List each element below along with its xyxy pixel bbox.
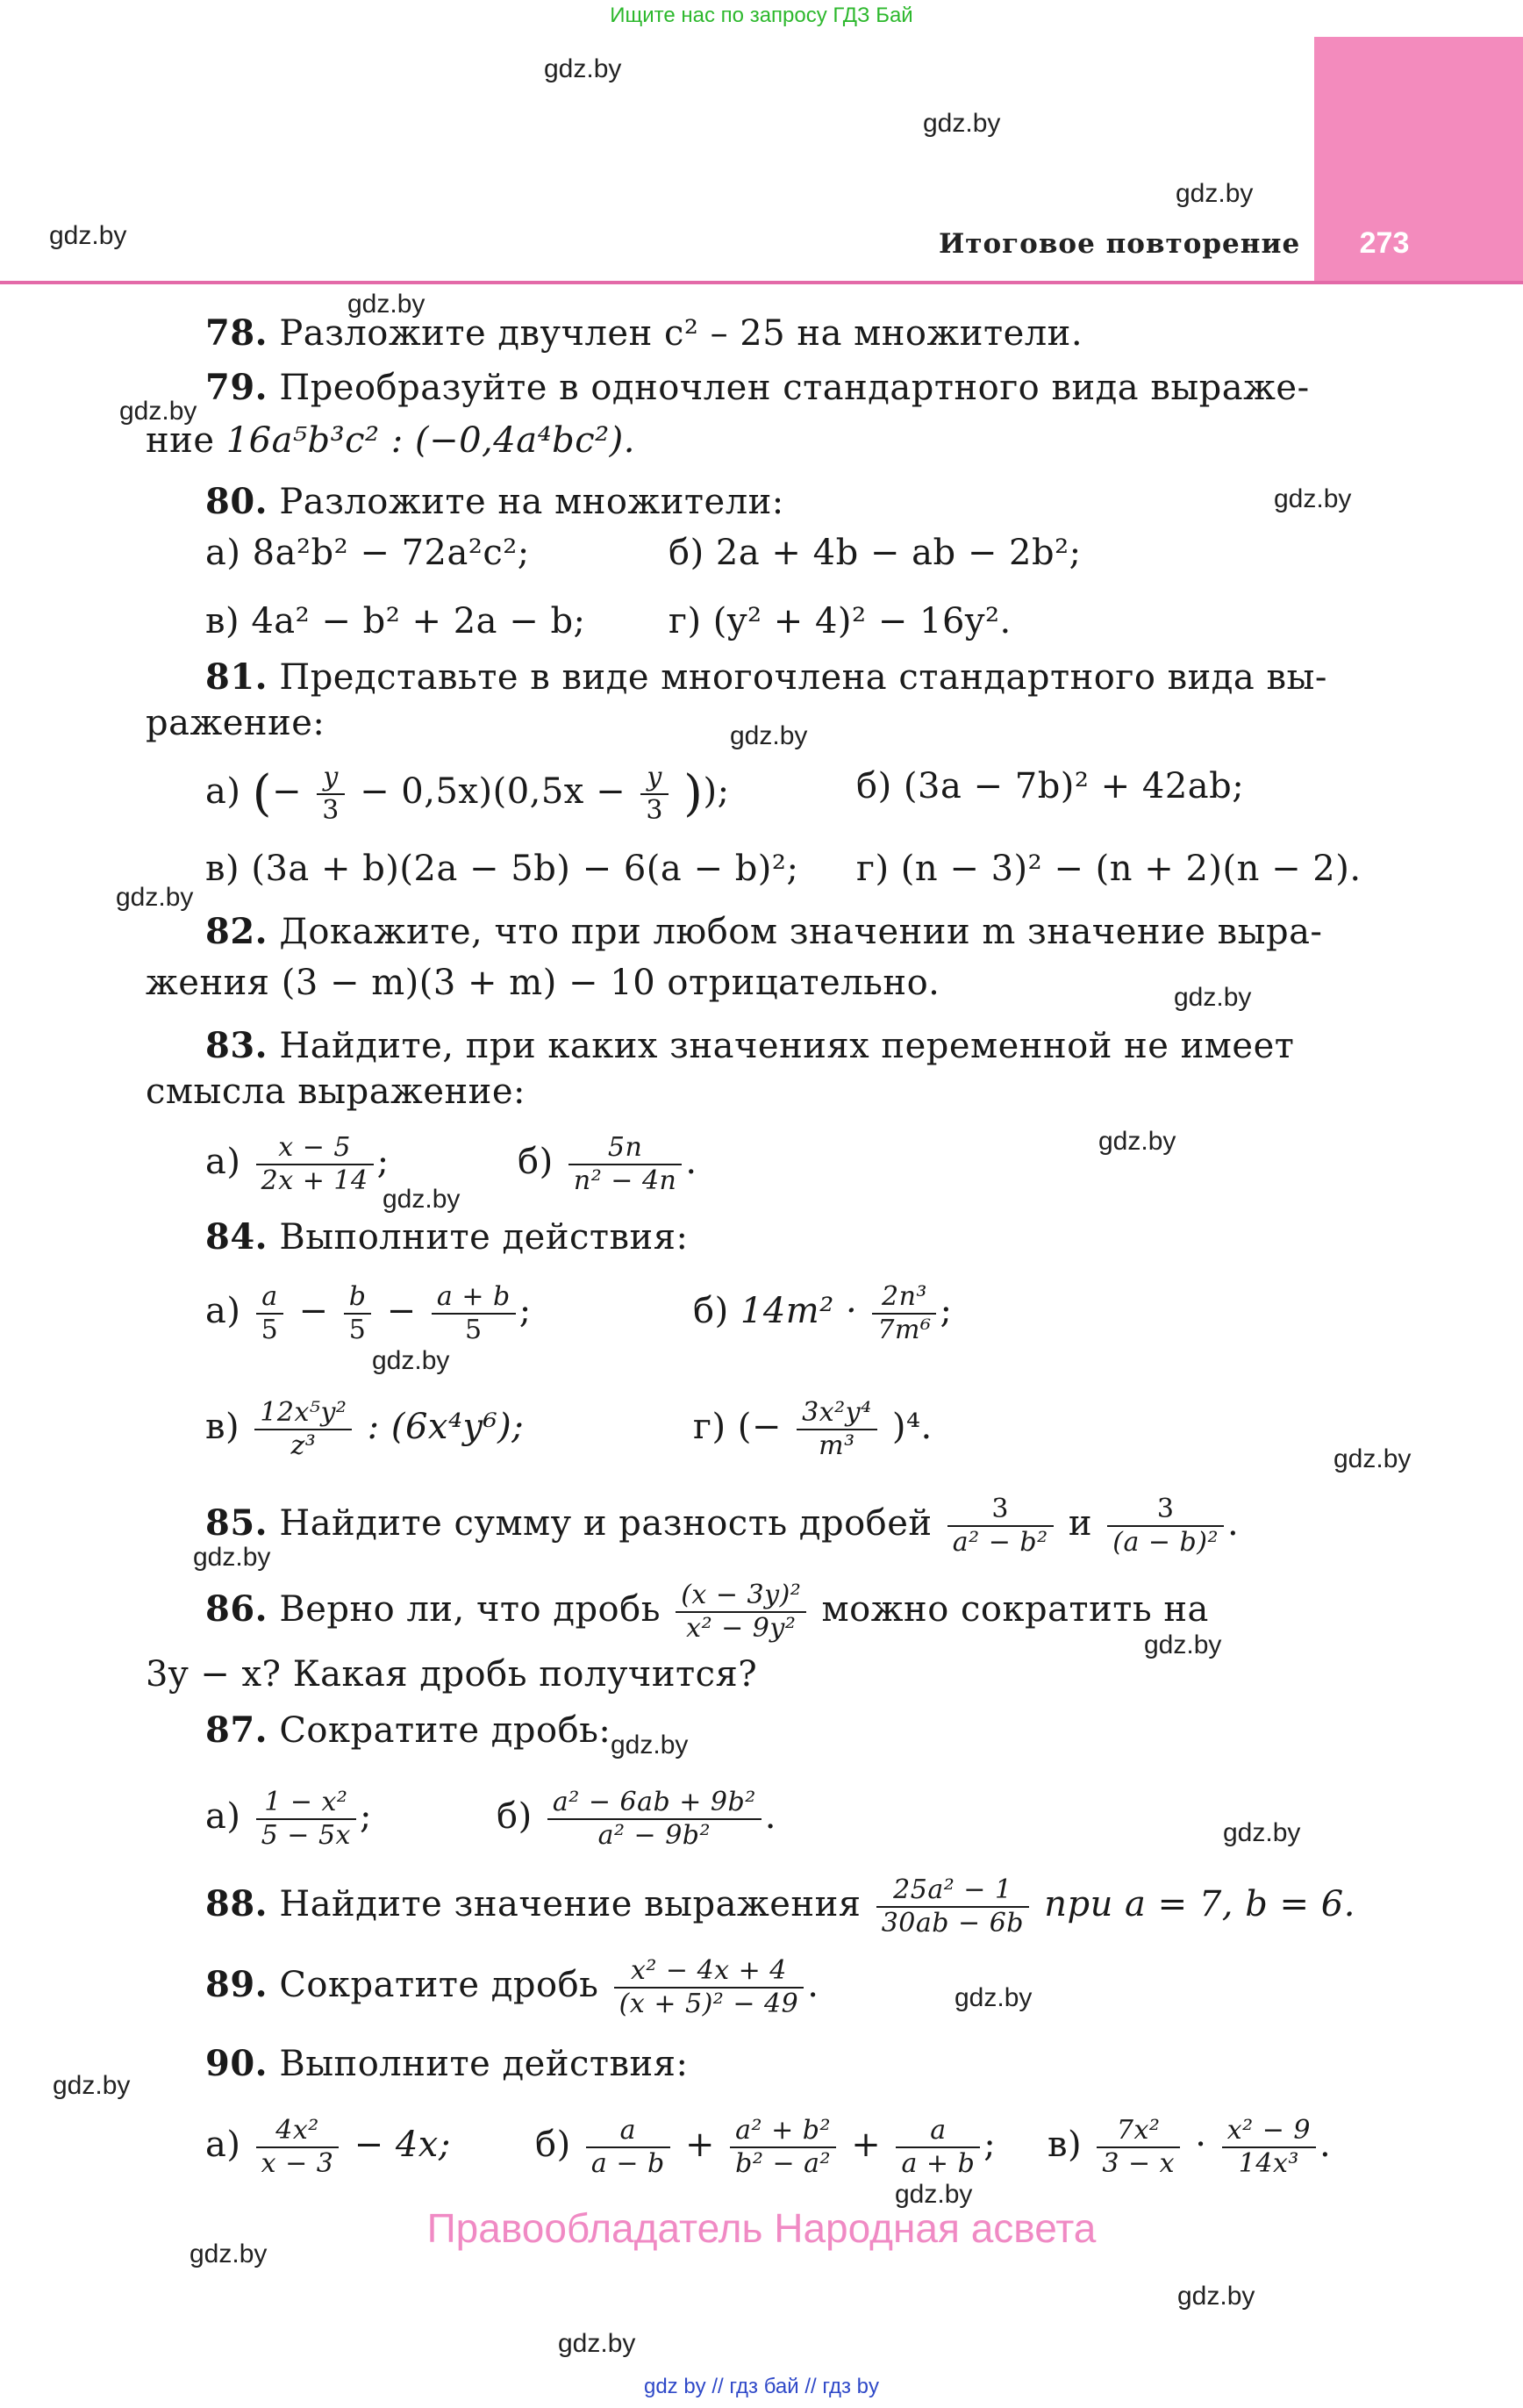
watermark: gdz.by	[955, 1983, 1033, 2012]
problem-87: 87. Сократите дробь:	[205, 1709, 611, 1751]
problem-83-b: б) $\frac{5n}{\text{n² − 4n}}$ .	[518, 1132, 697, 1196]
problem-90-b: б) $\frac{a}{a - b}$ + $\frac{\text{a² + b²}}{\text{b² − a²}}$ + $\frac{a}{a + b}$ ;	[535, 2115, 997, 2179]
watermark: gdz.by	[383, 1185, 461, 1214]
problem-78: 78. Разложите двучлен c² – 25 на множители.	[205, 312, 1083, 354]
watermark: gdz.by	[1176, 179, 1254, 208]
watermark: gdz.by	[372, 1346, 450, 1375]
problem-90-c: в) $\frac{\text{7x²}}{3 - x}$ · $\frac{\text{x² − 9}}{\text{14x³}}$ .	[1048, 2115, 1332, 2179]
header-rule	[0, 281, 1523, 284]
problem-81-c: в) (3a + b)(2a − 5b) − 6(a − b)²;	[205, 849, 799, 889]
problem-83: 83. Найдите, при каких значениях переменной не имеет	[205, 1025, 1295, 1066]
problem-84-c: в) $\frac{\text{12x⁵y²}}{\text{z³}}$ : (6x⁴y⁶);	[205, 1397, 525, 1461]
problem-86: 86. Верно ли, что дробь $\frac{\text{(x − 3y)²}}{\text{x² − 9y²}}$ можно сократить на	[205, 1580, 1209, 1644]
watermark: gdz.by	[611, 1731, 689, 1759]
watermark: gdz.by	[1174, 983, 1252, 1012]
watermark: gdz.by	[923, 109, 1001, 138]
watermark: gdz.by	[1098, 1127, 1176, 1156]
problem-90-a: а) $\frac{\text{4x²}}{x - 3}$ − 4x;	[205, 2115, 451, 2179]
problem-90: 90. Выполните действия:	[205, 2043, 689, 2084]
watermark: gdz.by	[1334, 1444, 1412, 1473]
problem-80-b: б) 2a + 4b − ab − 2b²;	[669, 533, 1082, 573]
problem-81-b: б) (3a − 7b)² + 42ab;	[856, 766, 1245, 806]
watermark: gdz.by	[730, 721, 808, 750]
problem-82-line2: жения (3 − m)(3 + m) − 10 отрицательно.	[146, 963, 940, 1003]
problem-79-line2: ние 16a⁵b³c² : (−0,4a⁴bc²).	[146, 420, 635, 461]
copyright-note: Правообладатель Народная асвета	[426, 2205, 1097, 2251]
top-note: Ищите нас по запросу ГДЗ Бай	[610, 4, 913, 27]
problem-81-a: а) (− $\frac{y}{3}$ − 0,5x)(0,5x − $\frac{y}{3}$ ));	[205, 762, 730, 826]
problem-80-d: г) (y² + 4)² − 16y².	[669, 601, 1012, 641]
problem-83-a: а) $\frac{x - 5}{2x + 14}$ ;	[205, 1132, 390, 1196]
watermark: gdz.by	[53, 2071, 131, 2100]
page-number: 273	[1359, 226, 1410, 260]
problem-84-b: б) 14m² · $\frac{\text{2n³}}{\text{7m⁶}}$ ;	[693, 1281, 953, 1345]
problem-80-c: в) 4a² − b² + 2a − b;	[205, 601, 586, 641]
watermark: gdz.by	[347, 290, 425, 319]
problem-84: 84. Выполните действия:	[205, 1216, 689, 1258]
watermark: gdz.by	[116, 883, 194, 912]
problem-83-line2: смысла выражение:	[146, 1071, 526, 1112]
watermark: gdz.by	[544, 54, 622, 83]
watermark: gdz.by	[119, 397, 197, 426]
problem-81-d: г) (n − 3)² − (n + 2)(n − 2).	[856, 849, 1362, 889]
problem-88: 88. Найдите значение выражения $\frac{\text{25a² − 1}}{30ab - 6b}$ при a = 7, b = 6.	[205, 1874, 1355, 1939]
watermark: gdz.by	[1274, 484, 1352, 513]
problem-85: 85. Найдите сумму и разность дробей $\frac{3}{\text{a² − b²}}$ и $\frac{3}{\text{(a − b)²}}$ .	[205, 1494, 1240, 1558]
watermark: gdz.by	[1144, 1630, 1222, 1659]
problem-80: 80. Разложите на множители:	[205, 481, 784, 522]
watermark: gdz.by	[1177, 2282, 1255, 2311]
problem-86-line2: 3y − x? Какая дробь получится?	[146, 1654, 758, 1695]
watermark: gdz.by	[193, 1543, 271, 1572]
watermark: gdz.by	[558, 2329, 636, 2358]
problem-87-a: а) $\frac{\text{1 − x²}}{5 - 5x}$ ;	[205, 1787, 372, 1851]
problem-81: 81. Представьте в виде многочлена стандартного вида вы-	[205, 656, 1327, 698]
problem-79: 79. Преобразуйте в одночлен стандартного вида выраже-	[205, 367, 1310, 408]
bottom-note: gdz by // гдз бай // гдз by	[643, 2375, 880, 2398]
watermark: gdz.by	[49, 221, 127, 250]
problem-84-a: а) $\frac{a}{5}$ − $\frac{b}{5}$ − $\frac{a + b}{5}$ ;	[205, 1281, 532, 1345]
problem-81-line2: ражение:	[146, 703, 325, 743]
watermark: gdz.by	[895, 2180, 973, 2209]
problem-82: 82. Докажите, что при любом значении m значение выра-	[205, 911, 1323, 952]
watermark: gdz.by	[1223, 1818, 1301, 1847]
problem-89: 89. Сократите дробь $\frac{\text{x² − 4x + 4}}{\text{(x + 5)² − 49}}$ .	[205, 1955, 819, 2019]
problem-80-a: а) 8a²b² − 72a²c²;	[205, 533, 530, 573]
watermark: gdz.by	[189, 2240, 268, 2268]
problem-87-b: б) $\frac{\text{a² − 6ab + 9b²}}{\text{a² − 9b²}}$ .	[497, 1787, 776, 1851]
problem-84-d: г) (− $\frac{\text{3x²y⁴}}{\text{m³}}$ )⁴.	[693, 1397, 933, 1461]
section-title: Итоговое повторение	[939, 228, 1301, 260]
